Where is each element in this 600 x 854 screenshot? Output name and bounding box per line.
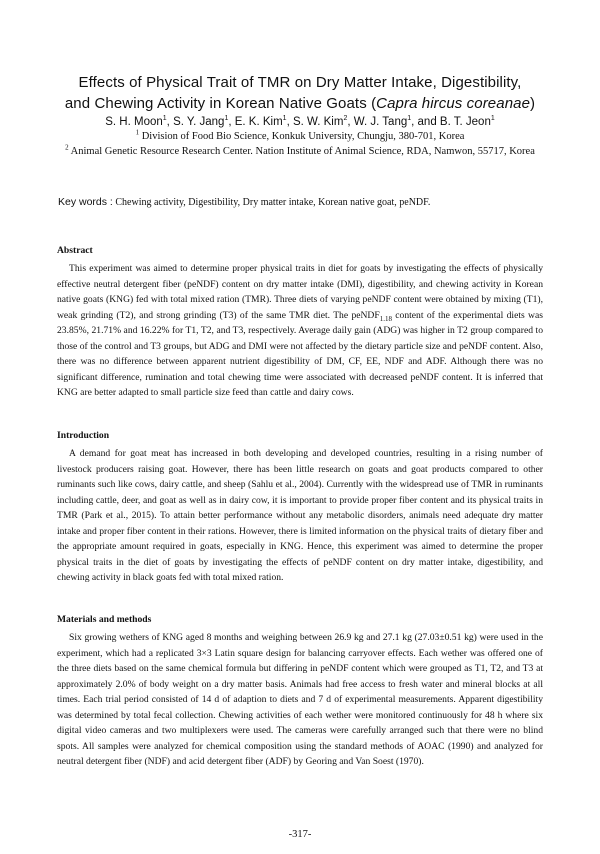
paper-title — [40, 72, 560, 114]
abstract-section — [57, 244, 543, 401]
title-line-2 — [40, 93, 560, 114]
title-line-2-suffix: ) — [530, 95, 536, 112]
author: B. T. Jeon$^1$ — [439, 115, 495, 128]
keywords-label: Key words : — [58, 196, 113, 208]
methods-paragraph: Six growing wethers of KNG aged 8 months and weighing between 26.9 kg and 27.1 kg (27.03±0.51 kg) were used in the experiment, which had a replicated 3×3 Latin square design for balancing carryover effects. Each wether was offered one of the three diets based on the same chemical formula but differing in peNDF content which were grouped as T1, T2, and T3 at approximately 2.0% of body weight on a dry matter basis. Animals had free access to fresh water and mineral blocks at all times. Each trial period consisted of 14 d of adaption to diets and 7 d of experimental measurements. Apparent digestibility was determined by total fecal collection. Chewing activities of each wether were monitored continuously for 48 h where six digital video cameras and two multiplexers were used. The cameras were carefully arranged such that there were no blind spots. All samples were analyzed for chemical composition using the standard methods of AOAC (1990) and analyzed for neutral detergent fiber (NDF) and acid detergent fiber (ADF) by Georing and Van Soest (1970). — [57, 632, 543, 767]
title-line-2-prefix: and Chewing Activity in Korean Native Goats ( — [64, 95, 377, 112]
title-line-1: Effects of Physical Trait of TMR on Dry Matter Intake, Digestibility, — [78, 74, 522, 91]
introduction-paragraph: A demand for goat meat has increased in both developing and developed countries, resulting in a rising number of livestock producers raising goat. However, there has been little research on goats and goat products compared to other ruminants such like cows, dairy cattle, and sheep (Sahlu et al., 2004). Currently with the widespread use of TMR in ruminants including cattle, deer, and goat as well as in dairy cow, it is important to provide proper fiber content and its physical traits in TMR (Park et al., 2015). To attain better performance without any metabolic disorders, animals need adequate dry matter intake and proper fiber content in their rations. However, there is limited information on the physical traits of dietary fiber and the appropriate amount required in goats, especially in KNG. Hence, this experiment was aimed to determine the proper physical traits in the diet of goats by investigating the effects of peNDF content on dry matter intake, digestibility, and chewing activity in black goats fed with total mixed ration. — [57, 448, 543, 583]
methods-section — [57, 613, 543, 770]
page-number: -317- — [288, 829, 312, 840]
author: S. Y. Jang$^1$ — [173, 115, 229, 128]
affiliation-1: $^1$ Division of Food Bio Science, Konkuk University, Chungju, 380-701, Korea — [135, 128, 465, 142]
introduction-heading: Introduction — [57, 430, 110, 441]
author-list: S. H. Moon$^1$, S. Y. Jang$^1$, E. K. Kim$^1$, S. W. Kim$^2$, W. J. Tang$^1$, and B. T. Jeon$^1$ — [105, 115, 495, 128]
author: W. J. Tang$^1$ — [353, 115, 412, 128]
keywords-text: Chewing activity, Digestibility, Dry matter intake, Korean native goat, peNDF. — [115, 197, 431, 208]
methods-heading: Materials and methods — [57, 614, 152, 625]
abstract-heading: Abstract — [57, 245, 93, 256]
keywords — [58, 195, 548, 210]
affiliations — [55, 129, 545, 159]
abstract-paragraph: This experiment was aimed to determine proper physical traits in diet for goats by investigating the effects of physically effective neutral detergent fiber (peNDF) content on dry matter intake (DMI), digestibility, and chewing activity in Korean native goats (KNG) fed with total mixed ration (TMR). Three diets of varying peNDF content were obtained by mixing (T1), weak grinding (T2), and strong grinding (T3) of the same TMR diet. The peNDF$_{1.18}$ content of the experimental diets was 23.85%, 21.71% and 16.22% for T1, T2, and T3, respectively. Average daily gain (ADG) was higher in T2 group compared to those of the control and T3 groups, but ADG and DMI were not affected by the dietary particle size and peNDF content. Also, there was no difference between apparent nutrient digestibility of DM, CF, EE, NDF and ADF. Although there was no significant difference, rumination and total chewing time were associated with decreased peNDF content. It is inferred that KNG are better adapted to small particle size feed than cattle and dairy cows. — [57, 263, 543, 398]
author: S. W. Kim$^2$ — [292, 115, 348, 128]
author: E. K. Kim$^1$ — [234, 115, 287, 128]
introduction-section — [57, 429, 543, 586]
species-name: Capra hircus coreanae — [376, 95, 531, 112]
author: S. H. Moon$^1$ — [105, 115, 167, 128]
affiliation-2: $^2$ Animal Genetic Resource Research Center. Nation Institute of Animal Science, RDA, Namwon, 55717, Korea — [65, 143, 535, 157]
